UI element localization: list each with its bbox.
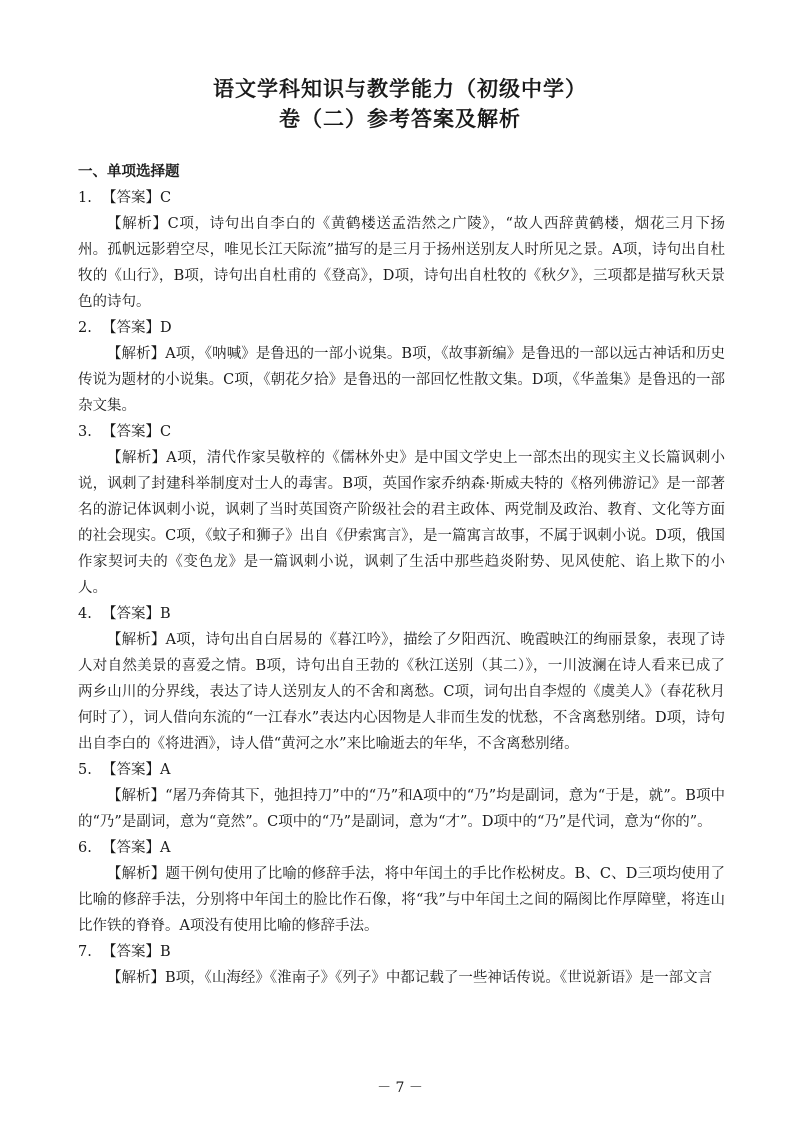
answer-value: B [160,944,171,960]
answer-label: 【答案】 [102,944,160,960]
answer-value: B [160,606,171,622]
answer-value: A [160,840,171,856]
answer-label: 【答案】 [102,840,160,856]
answer-list [78,185,725,991]
explanation [78,861,725,939]
answer-line [78,757,725,783]
answer-value: C [160,424,172,440]
explanation-text: 题干例句使用了比喻的修辞手法，将中年闰土的手比作松树皮。B、C、D三项均使用了比喻的修辞手法，分别将中年闰土的脸比作石像，将“我”与中年闰土之间的隔阂比作厚障壁，将连山比作铁的脊脊。A项没有使用比喻的修辞手法。 [78,866,726,934]
page-number: － 7 － [377,1080,423,1096]
answer-label: 【答案】 [102,762,160,778]
question-item [78,185,725,315]
question-item [78,757,725,835]
answer-label: 【答案】 [102,320,160,336]
document-title: 语文学科知识与教学能力（初级中学） [213,77,587,101]
question-number: 1. [78,190,92,206]
explanation [78,783,725,835]
question-number: 5. [78,762,92,778]
question-item [78,419,725,601]
answer-line [78,315,725,341]
explanation-label: 【解析】 [107,632,166,648]
question-item [78,835,725,939]
explanation-text: B项，《山海经》《淮南子》《列子》中都记载了一些神话传说。《世说新语》是一部文言 [165,970,713,986]
answer-line [78,939,725,965]
explanation [78,211,725,315]
answer-line [78,419,725,445]
explanation [78,341,725,419]
question-number: 4. [78,606,92,622]
answer-value: A [160,762,171,778]
answer-line [78,835,725,861]
explanation-label: 【解析】 [107,216,168,232]
document-subtitle: 卷（二）参考答案及解析 [279,107,521,131]
answer-value: C [160,190,172,206]
answer-label: 【答案】 [102,424,160,440]
explanation [78,445,725,601]
question-number: 7. [78,944,92,960]
question-item [78,601,725,757]
section-heading: 一、单项选择题 [78,164,180,180]
explanation-label: 【解析】 [107,346,166,362]
explanation-label: 【解析】 [107,866,166,882]
explanation-text: “屠乃奔倚其下，弛担持刀”中的“乃”和A项中的“乃”均是副词，意为“于是，就”。B项中的“乃”是副词，意为“竟然”。C项中的“乃”是副词，意为“才”。D项中的“乃”是代词，意为“你的”。 [78,788,725,830]
question-item [78,315,725,419]
explanation-label: 【解析】 [107,788,166,804]
explanation-text: A项，清代作家吴敬梓的《儒林外史》是中国文学史上一部杰出的现实主义长篇讽刺小说，讽刺了封建科举制度对士人的毒害。B项，英国作家乔纳森·斯威夫特的《格列佛游记》是一部著名的游记体讽刺小说，讽刺了当时英国资产阶级社会的君主政体、两党制及政治、教育、文化等方面的社会现实。C项，《蚊子和狮子》出自《伊索寓言》，是一篇寓言故事，不属于讽刺小说。D项，俄国作家契诃夫的《变色龙》是一篇讽刺小说，讽刺了生活中那些趋炎附势、见风使舵、谄上欺下的小人。 [78,450,726,596]
answer-label: 【答案】 [102,606,160,622]
explanation-text: C项，诗句出自李白的《黄鹤楼送孟浩然之广陵》，“故人西辞黄鹤楼，烟花三月下扬州。孤帆远影碧空尽，唯见长江天际流”描写的是三月于扬州送别友人时所见之景。A项，诗句出自杜牧的《山行》，B项，诗句出自杜甫的《登高》，D项，诗句出自杜牧的《秋夕》，三项都是描写秋天景色的诗句。 [78,216,725,310]
explanation-text: A项，《呐喊》是鲁迅的一部小说集。B项，《故事新编》是鲁迅的一部以远古神话和历史传说为题材的小说集。C项，《朝花夕拾》是鲁迅的一部回忆性散文集。D项，《华盖集》是鲁迅的一部杂文集。 [78,346,726,414]
answer-line [78,185,725,211]
explanation-text: A项，诗句出自白居易的《暮江吟》，描绘了夕阳西沉、晚霞映江的绚丽景象，表现了诗人对自然美景的喜爱之情。B项，诗句出自王勃的《秋江送别（其二）》，一川波澜在诗人看来已成了两乡山川的分界线，表达了诗人送别友人的不舍和离愁。C项，词句出自李煜的《虞美人》（春花秋月何时了），词人借向东流的“一江春水”表达内心因物是人非而生发的忧愁，不含离愁别绪。D项，诗句出自李白的《将进酒》，诗人借“黄河之水”来比喻逝去的年华，不含离愁别绪。 [78,632,726,752]
answer-value: D [160,320,172,336]
explanation-label: 【解析】 [107,970,165,986]
answer-label: 【答案】 [102,190,160,206]
explanation [78,965,725,991]
explanation-label: 【解析】 [107,450,167,466]
explanation [78,627,725,757]
question-number: 3. [78,424,92,440]
answer-line [78,601,725,627]
question-number: 6. [78,840,92,856]
question-number: 2. [78,320,92,336]
question-item [78,939,725,991]
